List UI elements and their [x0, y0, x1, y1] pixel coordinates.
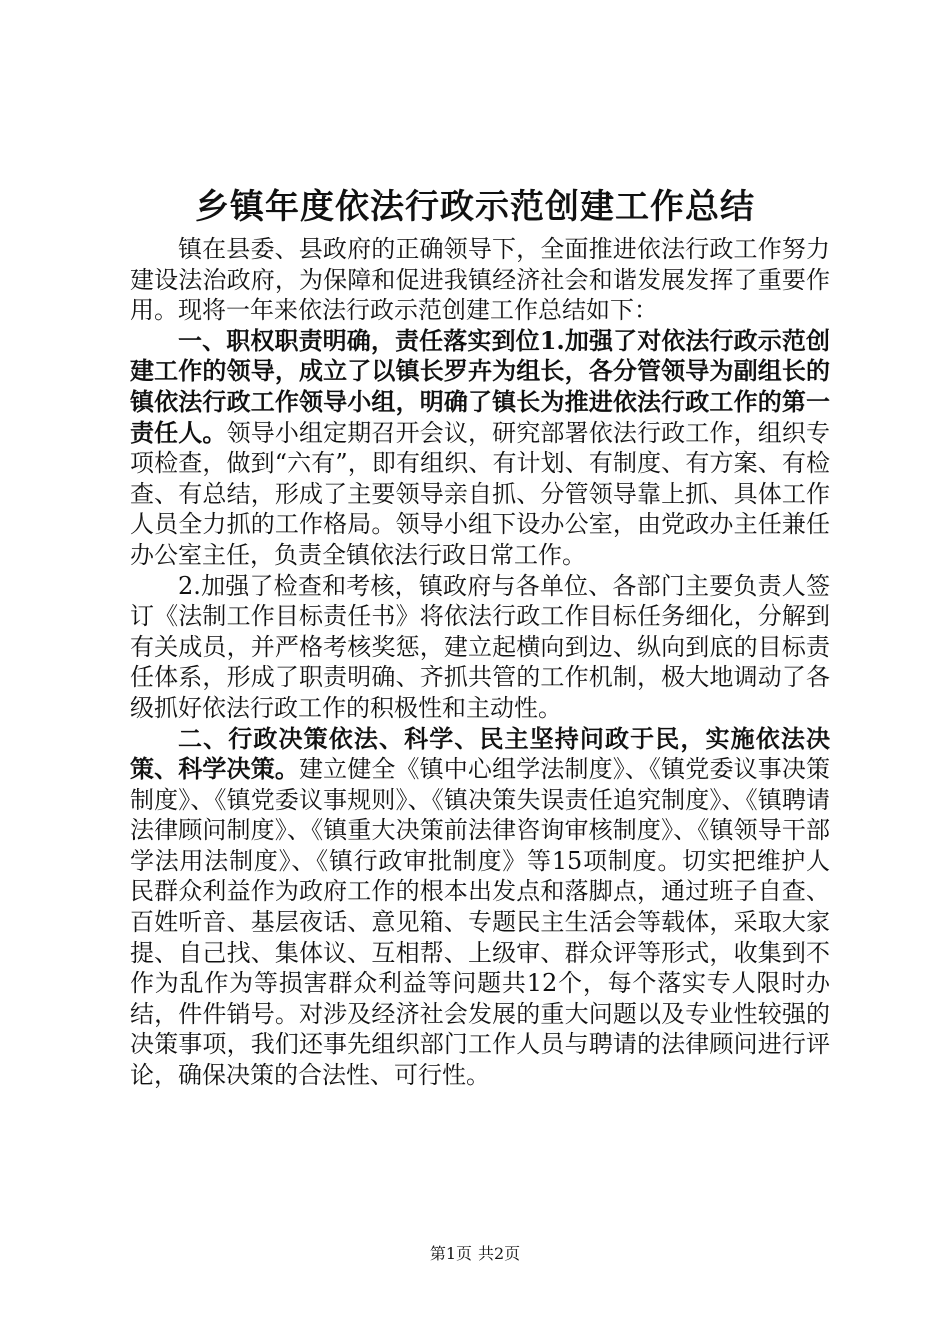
page-total: 共2页 [478, 1244, 521, 1263]
paragraph-text: 领导小组定期召开会议，研究部署依法行政工作，组织专项检查，做到“六有”，即有组织、有计划、有制度、有方案、有检查、有总结，形成了主要领导亲自抓、分管领导靠上抓、具体工作人员全力抓的工作格局。领导小组下设办公室，由党政办主任兼任办公室主任，负责全镇依法行政日常工作。 [130, 418, 831, 569]
intro-paragraph [130, 234, 830, 326]
paragraph-text: 建立健全《镇中心组学法制度》、《镇党委议事决策制度》、《镇党委议事规则》、《镇决策失误责任追究制度》、《镇聘请法律顾问制度》、《镇重大决策前法律咨询审核制度》、《镇领导干部学法用法制度》、《镇行政审批制度》等15项制度。切实把维护人民群众利益作为政府工作的根本出发点和落脚点，通过班子自查、百姓听音、基层夜话、意见箱、专题民主生活会等载体，采取大家提、自己找、集体议、互相帮、上级审、群众评等形式，收集到不作为乱作为等损害群众利益等问题共12个，每个落实专人限时办结，件件销号。对涉及经济社会发展的重大问题以及专业性较强的决策事项，我们还事先组织部门工作人员与聘请的法律顾问进行评论，确保决策的合法性、可行性。 [130, 755, 831, 1090]
page-footer [0, 1244, 950, 1264]
section-one-paragraph [130, 326, 830, 571]
page-number: 第1页 [429, 1244, 472, 1263]
section-two-paragraph [130, 724, 830, 1091]
section-heading: 二、行政决策依法、科学、民主坚持问政于民，实施依法决策、科学决策。 [130, 723, 830, 784]
document-title: 乡镇年度依法行政示范创建工作总结 [195, 187, 755, 227]
paragraph-text: 镇在县委、县政府的正确领导下，全面推进依法行政工作努力建设法治政府，为保障和促进我镇经济社会和谐发展发挥了重要作用。现将一年来依法行政示范创建工作总结如下： [130, 235, 830, 325]
paragraph-text: 2.加强了检查和考核，镇政府与各单位、各部门主要负责人签订《法制工作目标责任书》将依法行政工作目标任务细化，分解到有关成员，并严格考核奖惩，建立起横向到边、纵向到底的目标责任体系，形成了职责明确、齐抓共管的工作机制，极大地调动了各级抓好依法行政工作的积极性和主动性。 [130, 571, 830, 722]
section-heading: 一、职权职责明确，责任落实到位1.加强了对依法行政示范创建工作的领导，成立了以镇长罗卉为组长，各分管领导为副组长的镇依法行政工作领导小组，明确了镇长为推进依法行政工作的第一责任人。 [130, 325, 830, 447]
section-one-item-two-paragraph [130, 571, 830, 724]
document-body [130, 234, 830, 1091]
